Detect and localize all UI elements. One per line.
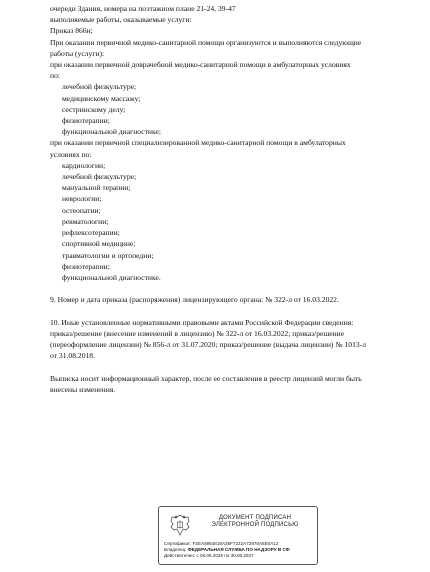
list-item: физиотерапии; [62,116,110,125]
text-line: (переоформление лицензии) № 856-л от 31.07.2020; приказ/решение (выдача лицензии) № 1013-л [50,340,366,349]
stamp-owner: Владелец: ФЕДЕРАЛЬНАЯ СЛУЖБА ПО НАДЗОРУ В СФ [164,547,290,552]
disclaimer-line: внесены изменения. [50,385,116,394]
list-item: функциональной диагностике; [62,127,161,136]
text-line: от 31.08.2018. [50,351,95,360]
list-item: функциональной диагностике. [62,273,161,282]
text-line: выполняемые работы, оказываемые услуги: [50,15,192,24]
text-line: работы (услуги): [50,49,105,58]
list-item: медицинскому массажу; [62,94,141,103]
electronic-signature-stamp [158,506,318,565]
coat-of-arms-icon [167,512,193,538]
text-line: очереди Здания, номера на поэтажном плане 21-24, 39-47 [50,4,236,13]
disclaimer-line: Выписка носит информационный характер, после ее составления в реестр лицензий могли быть [50,374,362,383]
text-line: при оказании первичной доврачебной медико-санитарной помощи в амбулаторных условиях [50,60,351,69]
list-item: лечебной физкультуре; [62,172,137,181]
text-line: при оказании первичной специализированной медико-санитарной помощи в амбулаторных [50,138,346,147]
text-line: При оказании первичной медико-санитарной помощи организуются и выполняются следующие [50,38,362,47]
stamp-certificate: Сертификат: F2EA5954818A35F7222A72978A5E0A12 [164,541,279,546]
list-item: физиотерапии; [62,262,110,271]
list-item: лечебной физкультуре; [62,82,137,91]
list-item: сестринскому делу; [62,105,126,114]
text-line: условиях по: [50,150,92,159]
section-9-line: 9. Номер и дата приказа (распоряжения) лицензирующего органа: № 322-л от 16.03.2022. [50,295,339,304]
stamp-title: ДОКУМЕНТ ПОДПИСАН ЭЛЕКТРОННОЙ ПОДПИСЬЮ [211,515,299,528]
list-item: остеопатии; [62,206,101,215]
text-line: Приказ 866н; [50,26,93,35]
text-line: по: [50,71,60,80]
list-item: кардиологии; [62,161,106,170]
section-10-line: 10. Иные установленные нормативными правовыми актами Российской Федерации сведения: [50,318,354,327]
text-line: приказ/решение (внесение изменений в лицензию) № 322-л от 16.03.2022; приказ/решение [50,329,345,338]
stamp-validity: Действителен: с 06.06.2026 по 30.06.2027 [164,553,254,558]
list-item: ревматологии; [62,217,109,226]
list-item: мануальной терапии; [62,183,131,192]
list-item: неврологии; [62,194,102,203]
list-item: спортивной медицине; [62,239,136,248]
list-item: травматологии и ортопедии; [62,251,154,260]
list-item: рефлексотерапии; [62,228,120,237]
